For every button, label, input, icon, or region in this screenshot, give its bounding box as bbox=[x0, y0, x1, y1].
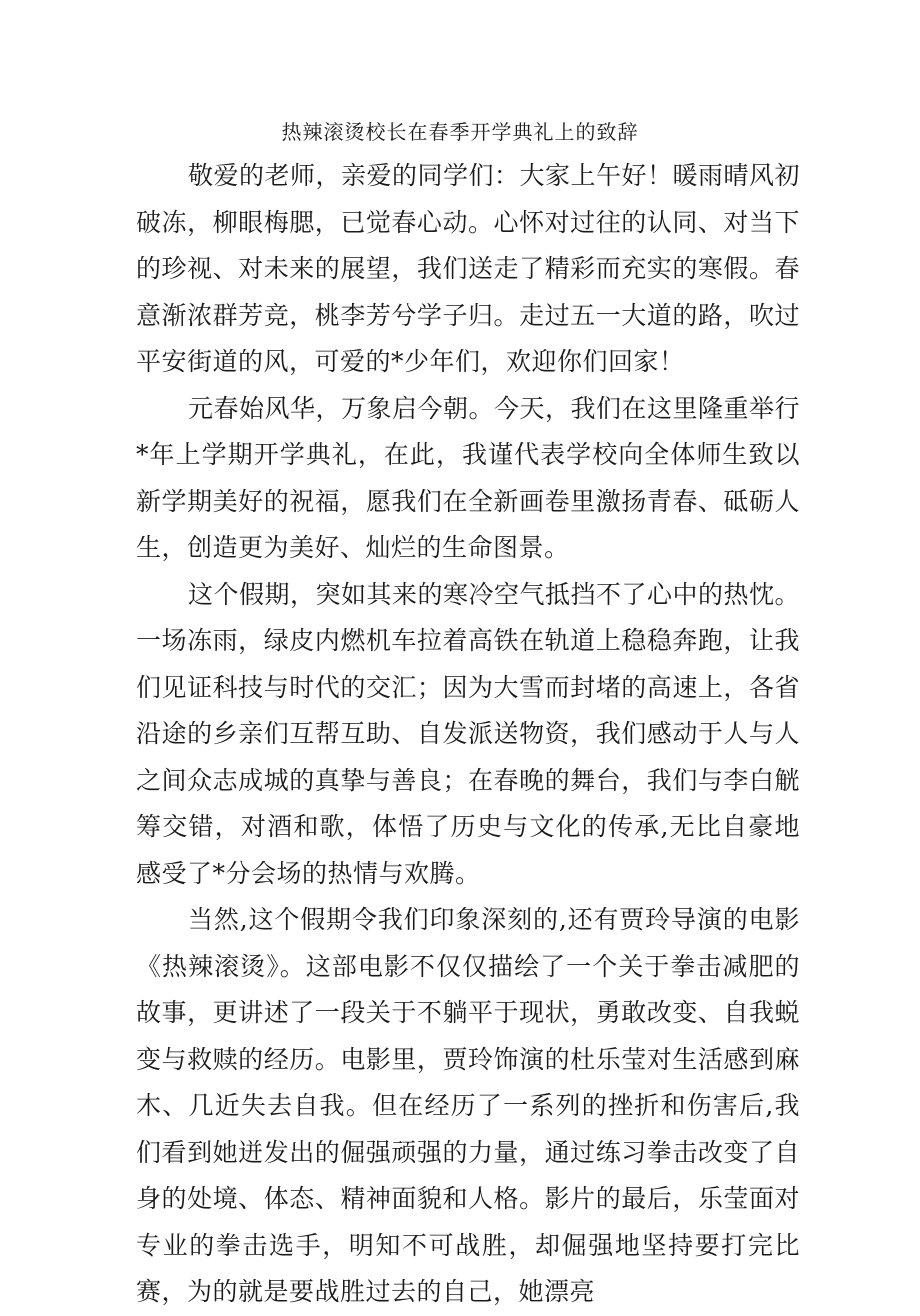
paragraph-opening-ceremony: 元春始风华，万象启今朝。今天，我们在这里隆重举行*年上学期开学典礼，在此，我谨代表学校向全体师生致以新学期美好的祝福，愿我们在全新画卷里激扬青春、砥砺人生，创造更为美好、灿烂的生命图景。 bbox=[136, 393, 801, 562]
paragraph-greeting: 敬爱的老师，亲爱的同学们：大家上午好！暖雨晴风初破冻，柳眼梅腮，已觉春心动。心怀对过往的认同、对当下的珍视、对未来的展望，我们送走了精彩而充实的寒假。春意渐浓群芳竞，桃李芳兮学子归。走过五一大道的路，吹过平安街道的风，可爱的*少年们，欢迎你们回家！ bbox=[136, 161, 801, 376]
document-body bbox=[136, 153, 800, 1316]
paragraph-holiday: 这个假期，突如其来的寒冷空气抵挡不了心中的热忱。一场冻雨，绿皮内燃机车拉着高铁在轨道上稳稳奔跑，让我们见证科技与时代的交汇；因为大雪而封堵的高速上，各省沿途的乡亲们互帮互助、自发派送物资，我们感动于人与人之间众志成城的真挚与善良；在春晚的舞台，我们与李白觥筹交错，对酒和歌，体悟了历史与文化的传承,无比自豪地感受了*分会场的热情与欢腾。 bbox=[136, 579, 801, 888]
paragraph-movie: 当然,这个假期令我们印象深刻的,还有贾玲导演的电影《热辣滚烫》。这部电影不仅仅描绘了一个关于拳击减肥的故事，更讲述了一段关于不躺平于现状，勇敢改变、自我蜕变与救赎的经历。电影里，贾玲饰演的杜乐莹对生活感到麻木、几近失去自我。但在经历了一系列的挫折和伤害后,我们看到她迸发出的倔强顽强的力量，通过练习拳击改变了自身的处境、体态、精神面貌和人格。影片的最后，乐莹面对专业的拳击选手，明知不可战胜，却倔强地坚持要打完比赛，为的就是要战胜过去的自己，她漂亮 bbox=[136, 905, 800, 1306]
document-title: 热辣滚烫校长在春季开学典礼上的致辞 bbox=[281, 120, 639, 144]
